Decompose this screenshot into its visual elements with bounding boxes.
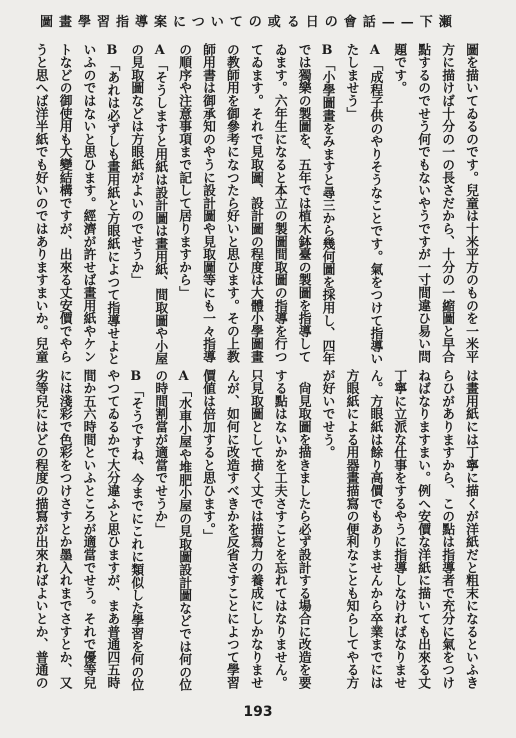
upper-text-column: 師用書は御承知のやうに設計圖や見取圖等にも一々指導 — [200, 43, 216, 363]
lower-text-column: 尙見取圖を描きましたら必ず設計する場合に改造を要 — [295, 369, 311, 689]
lower-text-column: A「水車小屋や堆肥小屋の見取圖設計圖などでは何の位 — [176, 369, 192, 692]
lower-text-column: んが、如何に改造すべきかを反省さすことによつて學習 — [223, 369, 239, 689]
upper-text-column: の教師用を御參考になつたら好いと思ひます。その上教 — [223, 43, 239, 363]
lower-text-column: する點はないかを工夫さすことを忘れてはなりません。 — [271, 369, 287, 689]
lower-text-column: ねばなりますまい。例へ安價な洋紙に描いても出來る丈 — [415, 369, 431, 689]
lower-text-column: 劣等兒にはどの程度の描寫が出來ればよいとか、普通の — [32, 369, 48, 689]
lower-text-column: 方眼紙による用器畫描寫の便利なことも知らしてやる方 — [343, 369, 359, 689]
upper-text-column: 題です。 — [391, 43, 407, 95]
running-header: 圖畫學習指導案についての或る日の會話——下瀬 — [40, 15, 458, 30]
upper-text-column: たしませう」 — [343, 43, 359, 120]
upper-text-column: A「そうしますと用紙は設計圖は畫用紙、間取圖や小屋 — [152, 43, 168, 366]
upper-text-column: うと思へば洋半紙でも好いのではありますまいか。兒童 — [32, 43, 48, 363]
lower-text-block — [28, 369, 482, 693]
lower-text-column: らひがありますから、この點は指導者で充分に氣をつけ — [439, 369, 455, 689]
lower-text-column: B「そうですね、今までにこれに類似した學習を何の位 — [128, 369, 144, 692]
page-number: 193 — [243, 704, 273, 720]
upper-text-column: の見取圖などは方眼紙がよいのでせうか」 — [128, 43, 144, 287]
upper-text-column: A「成程子供のやりそうなことです。氣をつけて指導い — [367, 43, 383, 366]
upper-text-column: B「あれは必ずしも畫用紙と方眼紙によつて指導せよと — [104, 43, 120, 366]
lower-text-column: には淺彩で色彩をつけさすとか墨入れまでさすとか、又 — [56, 369, 72, 689]
lower-text-column: やつてゐるかで大分違ふと思ひますが、まあ普通四五時 — [104, 369, 120, 689]
upper-text-block — [28, 43, 482, 367]
upper-text-column: いふのではないと思ひます。經濟が許せば畫用紙やケン — [80, 43, 96, 363]
upper-text-column: 圖を描いてゐるのです。兒童は十米平方のものを一米平 — [463, 43, 478, 363]
lower-text-column: 價値は倍加すると思ひます。」 — [200, 369, 216, 542]
upper-text-column: 點するのでせう何でもないやうですが一寸間違ひ易い問 — [415, 43, 431, 363]
lower-text-column: 只見取圖として描く丈では描寫力の養成にしかなりませ — [247, 369, 263, 689]
upper-text-column: トなどの御使用も大變結構ですが、出來る丈安價でやら — [56, 43, 72, 363]
lower-text-column: が好いでせう。 — [319, 369, 335, 459]
lower-text-column: は畫用紙には丁寧に描くが洋紙だと粗末になるといふき — [463, 369, 478, 689]
upper-text-column: では獨樂の製圖を、五年では植木鉢臺の製圖を指導して — [295, 43, 311, 363]
upper-text-column: ゐます。六年生になると本立の製圖間取圖の指導を行つ — [271, 43, 287, 363]
upper-text-column: 方に描けば十分の一の長さだから、十分の一縮圖と早合 — [439, 43, 455, 363]
upper-text-column: B「小學圖畫をみますと尋三から幾何圖を採用し、四年 — [319, 43, 335, 366]
lower-text-column: の時間割當が適當でせうか」 — [152, 369, 168, 536]
lower-text-column: ん。方眼紙は餘り高價でもありませんから卒業までには — [367, 369, 383, 689]
lower-text-column: 丁寧に立派な仕事をするやうに指導しなければなりませ — [391, 369, 407, 689]
upper-text-column: てゐます。それで見取圖、設計圖の程度は大體小學圖畫 — [247, 43, 263, 363]
upper-text-column: の順序や注意事項まで記して居りますから」 — [176, 43, 192, 299]
lower-text-column: 間か五六時間といふところが適當でせう。それで優等兒 — [80, 369, 96, 689]
